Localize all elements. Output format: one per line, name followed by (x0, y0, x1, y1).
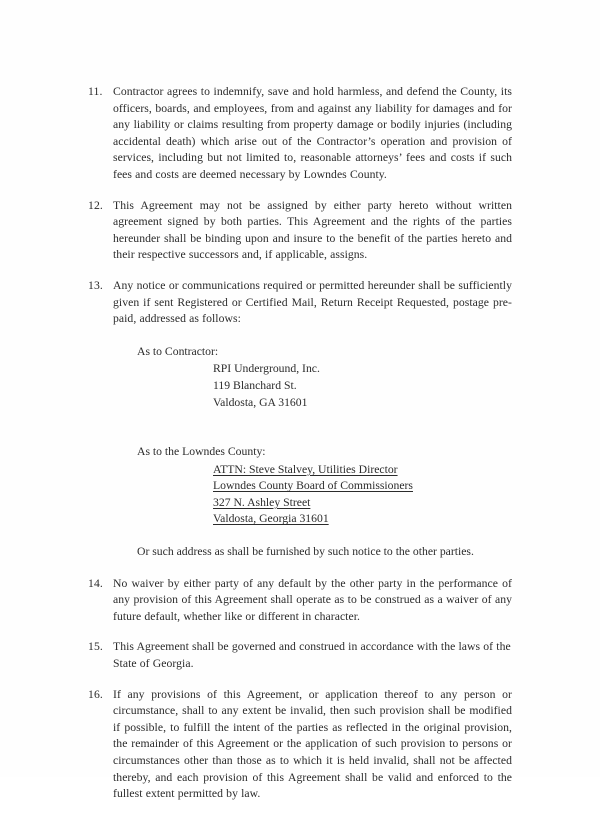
clause-number: 11. (88, 85, 103, 98)
clause-text: This Agreement shall be governed and construed in accordance with the laws of the State of Georgia. (113, 640, 511, 671)
clause-text: Contractor agrees to indemnify, save and hold harmless, and defend the County, its officers, boards, and employees, from and against any liability for damages and for any liability or claims resulting from property damage or bodily injuries (including accidental death) which arise out of the Contractor’s operation and provision of services, including but not limited to, reasonable attorneys’ fees and costs if such fees and costs are deemed necessary by Lowndes County. (113, 85, 512, 181)
address-line: Lowndes County Board of Commissioners (213, 479, 413, 493)
document-body (88, 84, 512, 817)
clause-13 (88, 278, 512, 328)
clause-text: This Agreement may not be assigned by either party hereto without written agreement signed by both parties. This Agreement and the rights of the parties hereunder shall be binding upon and insure to the benefit of the parties hereto and their respective successors and, if applicable, assigns. (113, 198, 512, 262)
address-line: Valdosta, GA 31601 (213, 395, 308, 409)
block-spacer (88, 415, 512, 428)
clause-number: 12. (88, 198, 103, 212)
clause-text: Any notice or communications required or permitted hereunder shall be sufficiently given if sent Registered or Certified Mail, Return Receipt Requested, postage pre-paid, addressed as follows: (113, 278, 512, 326)
notice-block-contractor (88, 344, 512, 411)
clause-number: 13. (88, 278, 103, 292)
clause-16 (88, 687, 512, 803)
address-line: Valdosta, Georgia 31601 (213, 512, 329, 526)
notice-address (213, 361, 512, 411)
clause-text: No waiver by either party of any default by the other party in the performance of any provision of this Agreement shall operate as to be construed as a waiver of any future default, whether like or different in character. (113, 576, 512, 623)
address-line: 119 Blanchard St. (213, 378, 297, 392)
clause-text: If any provisions of this Agreement, or application thereof to any person or circumstance, shall to any extent be invalid, then such provision shall be modified if possible, to fulfill the intent of the parties as reflected in the original provision, the remainder of this Agreement or the application of such provision to persons or circumstances other than those as to which it is held invalid, shall not be affected thereby, and each provision of this Agreement shall be valid and enforced to the fullest extent permitted by law. (113, 687, 512, 801)
clause-number: 16. (88, 687, 103, 701)
clause-15 (88, 639, 512, 672)
notice-label: As to the Lowndes County: (137, 445, 266, 459)
clause-14 (88, 576, 512, 626)
address-line: ATTN: Steve Stalvey, Utilities Director (213, 462, 398, 476)
address-line: 327 N. Ashley Street (213, 495, 311, 509)
clause-12 (88, 198, 512, 264)
clause-number: 15. (88, 640, 103, 654)
notice-label: As to Contractor: (137, 344, 219, 358)
notice-block-county (88, 444, 512, 528)
clause-11 (88, 84, 512, 184)
closing-note: Or such address as shall be furnished by such notice to the other parties. (137, 545, 474, 559)
clause-number: 14. (88, 576, 103, 590)
address-line: RPI Underground, Inc. (213, 362, 320, 376)
notice-address (213, 462, 512, 528)
